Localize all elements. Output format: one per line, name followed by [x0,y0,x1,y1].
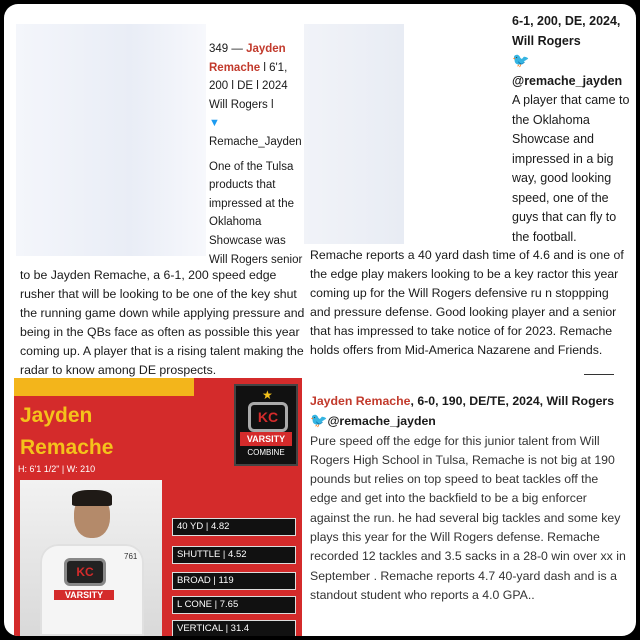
varsity-combine-poster [14,378,302,636]
poster-last-name: Remache [20,436,114,459]
stat-lcone: L CONE | 7.65 [172,596,296,614]
kc-shield-logo [234,384,298,466]
logo-varsity: VARSITY [240,432,292,446]
poster-name [20,400,113,464]
twitter-handle[interactable]: Remache_Jayden [209,135,302,148]
poster-first-name: Jayden [20,404,93,427]
clip-b-header: 6-1, 200, DE, 2024, Will Rogers [512,14,621,48]
article-clip-top-left [209,40,304,269]
article-clip-bottom-right [310,392,626,605]
logo-initials: KC [248,402,288,432]
school: Will Rogers l [209,98,274,111]
clip-c-header: , 6-0, 190, DE/TE, 2024, Will Rogers [410,394,615,408]
blurred-panel-middle [304,24,404,244]
collage-card [4,4,636,636]
poster-measurements: H: 6'1 1/2" | W: 210 [18,464,96,474]
twitter-bird-icon: ▼ [209,117,220,130]
weight-pos-year: 200 l DE l 2024 [209,80,288,93]
blurred-panel-left [16,24,206,256]
article-text-middle-left: to be Jayden Remache, a 6-1, 200 speed edge rusher that will be looking to be one of the key shut the running game down while applying pressure and being in the QBs face as often as possible this year coming up. A player that is a rising talent making the radar to know among DE prospects. [20,268,305,377]
logo-combine: COMBINE [247,448,285,457]
rank: 349 — [209,43,247,55]
article-text-middle-right: Remache reports a 40 yard dash time of 4.6 and is one of the edge play makers looking to be a key ractor this year coming up for the Will Rogers defensive ru n stoppping and pressure defense. Good looking player and a senior that has impressed to take notice of for 2023. Remache holds offers from Mid-America Nazarene and Friends. [310,248,624,357]
stat-40yd: 40 YD | 4.82 [172,518,296,536]
twitter-bird-icon: 🐦 [512,52,530,68]
player-name-last: Remache [209,61,261,74]
jersey-text: VARSITY [54,590,114,600]
clip-b-twitter[interactable]: @remache_jayden [512,73,623,88]
star-icon: ★ [262,388,273,402]
twitter-bird-icon: 🐦 [310,412,328,429]
divider [584,374,614,375]
clip-a-body: One of the Tulsa products that impressed at the Oklahoma Showcase was Will Rogers senior [209,160,303,266]
player-name-first: Jayden [246,43,286,55]
stat-vertical: VERTICAL | 31.4 [172,620,296,636]
player-photo [20,480,162,636]
clip-c-name: Jayden Remache [310,394,411,408]
jersey-number: 761 [124,552,138,561]
article-clip-top-right [512,12,632,247]
clip-b-body: A player that came to the Oklahoma Showcase and impressed in a big way, good looking speed, one of the guys that can fly to the football. [512,93,630,244]
clip-c-twitter[interactable]: @remache_jayden [327,414,436,429]
clip-c-body: Pure speed off the edge for this junior talent from Will Rogers High School in Tulsa, Remache is not big at 190 pounds but relies on top speed to beat tackles off the edge and get into the backfield to be a big enforcer against the run. he had several big tackles and some key plays this year for the Will Rogers defense. Remache recorded 12 tackles and 3.5 sacks in a 28-0 win over xx in September . Remache reports 4.7 40-yard dash and is a standout student who reports a 4.0 GPA.. [310,433,626,602]
jersey-logo: KC [64,558,106,586]
stat-shuttle: SHUTTLE | 4.52 [172,546,296,564]
stat-broad: BROAD | 119 [172,572,296,590]
height: l 6'1, [263,61,288,74]
